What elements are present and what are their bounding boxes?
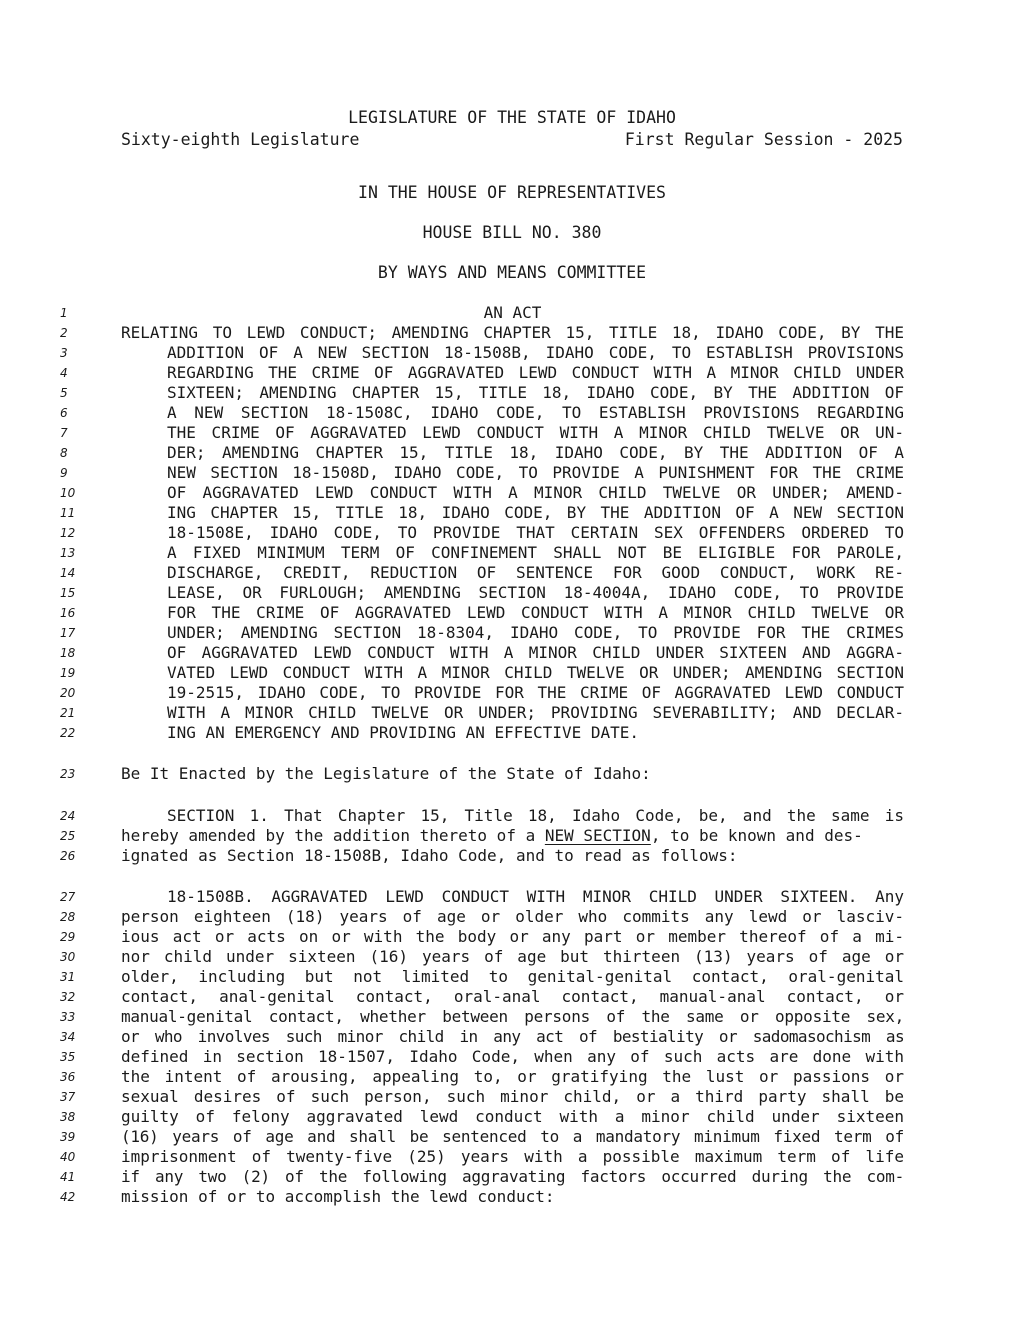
- line-number: 1: [60, 306, 68, 320]
- line-number: 29: [60, 930, 76, 944]
- numbered-line: [0, 623, 1024, 643]
- line-number: 7: [60, 426, 68, 440]
- numbered-line: [0, 603, 1024, 623]
- title-line: THE CRIME OF AGGRAVATED LEWD CONDUCT WITH A MINOR CHILD TWELVE OR UN-: [167, 423, 904, 442]
- numbered-line: [0, 583, 1024, 603]
- line-number: 19: [60, 666, 76, 680]
- line-number: 24: [60, 809, 76, 823]
- line-number: 20: [60, 686, 76, 700]
- line-number: 9: [60, 466, 68, 480]
- line-number: 23: [60, 767, 76, 781]
- section-text-line: if any two (2) of the following aggravating factors occurred during the com-: [121, 1167, 904, 1186]
- numbered-line: [0, 703, 1024, 723]
- numbered-line: [0, 683, 1024, 703]
- section-text-line: 18-1508B. AGGRAVATED LEWD CONDUCT WITH MINOR CHILD UNDER SIXTEEN. Any: [167, 887, 904, 906]
- title-line: OF AGGRAVATED LEWD CONDUCT WITH A MINOR CHILD UNDER SIXTEEN AND AGGRA-: [167, 643, 904, 662]
- line-number: 27: [60, 890, 76, 904]
- line-number: 21: [60, 706, 76, 720]
- line-number: 22: [60, 726, 76, 740]
- title-line: NEW SECTION 18-1508D, IDAHO CODE, TO PROVIDE A PUNISHMENT FOR THE CRIME: [167, 463, 904, 482]
- section-text-line: imprisonment of twenty-five (25) years with a possible maximum term of life: [121, 1147, 904, 1166]
- numbered-line: [0, 1007, 1024, 1027]
- numbered-line: [0, 1027, 1024, 1047]
- numbered-line: [0, 343, 1024, 363]
- session-label: First Regular Session - 2025: [624, 130, 903, 149]
- numbered-line: [0, 323, 1024, 343]
- section-text-line: (16) years of age and shall be sentenced to a mandatory minimum fixed term of: [121, 1127, 904, 1146]
- numbered-line: [0, 503, 1024, 523]
- title-line: ADDITION OF A NEW SECTION 18-1508B, IDAHO CODE, TO ESTABLISH PROVISIONS: [167, 343, 904, 362]
- line-number: 34: [60, 1030, 76, 1044]
- title-line: REGARDING THE CRIME OF AGGRAVATED LEWD CONDUCT WITH A MINOR CHILD UNDER: [167, 363, 904, 382]
- section-text-line: person eighteen (18) years of age or older who commits any lewd or lasciv-: [121, 907, 904, 926]
- section-text-line: manual-genital contact, whether between persons of the same or opposite sex,: [121, 1007, 904, 1026]
- title-line: ING AN EMERGENCY AND PROVIDING AN EFFECTIVE DATE.: [167, 723, 640, 742]
- line-number: 12: [60, 526, 76, 540]
- section-text-line: older, including but not limited to genital-genital contact, oral-genital: [121, 967, 904, 986]
- numbered-line: [0, 826, 1024, 846]
- section-text-line: contact, anal-genital contact, oral-anal contact, manual-anal contact, or: [121, 987, 904, 1006]
- title-line: 18-1508E, IDAHO CODE, TO PROVIDE THAT CERTAIN SEX OFFENDERS ORDERED TO: [167, 523, 904, 542]
- section-text-line: nor child under sixteen (16) years of age but thirteen (13) years of age or: [121, 947, 904, 966]
- numbered-line: [0, 967, 1024, 987]
- section1-text: ignated as Section 18-1508B, Idaho Code, and to read as follows:: [121, 846, 738, 865]
- title-line: A NEW SECTION 18-1508C, IDAHO CODE, TO ESTABLISH PROVISIONS REGARDING: [167, 403, 904, 422]
- numbered-line: [0, 1147, 1024, 1167]
- section1-text: SECTION 1. That Chapter 15, Title 18, Idaho Code, be, and the same is: [167, 806, 904, 825]
- numbered-line: [0, 927, 1024, 947]
- line-number: 38: [60, 1110, 76, 1124]
- numbered-line: [0, 887, 1024, 907]
- line-number: 39: [60, 1130, 76, 1144]
- line-number: 40: [60, 1150, 76, 1164]
- line-number: 30: [60, 950, 76, 964]
- numbered-line: [0, 1167, 1024, 1187]
- numbered-line: [0, 643, 1024, 663]
- act-title: AN ACT: [483, 303, 542, 322]
- numbered-line: [0, 443, 1024, 463]
- line-number: 15: [60, 586, 76, 600]
- line-number: 37: [60, 1090, 76, 1104]
- numbered-line: [0, 1067, 1024, 1087]
- section1-text: [121, 826, 904, 846]
- title-line: UNDER; AMENDING SECTION 18-8304, IDAHO CODE, TO PROVIDE FOR THE CRIMES: [167, 623, 904, 642]
- line-number: 18: [60, 646, 76, 660]
- chamber-heading: IN THE HOUSE OF REPRESENTATIVES: [358, 183, 666, 202]
- line-number: 33: [60, 1010, 76, 1024]
- numbered-line: [0, 806, 1024, 826]
- numbered-line: [0, 363, 1024, 383]
- section-text-line: defined in section 18-1507, Idaho Code, when any of such acts are done with: [121, 1047, 904, 1066]
- numbered-line: [0, 563, 1024, 583]
- title-line: ING CHAPTER 15, TITLE 18, IDAHO CODE, BY THE ADDITION OF A NEW SECTION: [167, 503, 904, 522]
- numbered-line: [0, 303, 1024, 323]
- line-number: 4: [60, 366, 68, 380]
- numbered-line: [0, 987, 1024, 1007]
- line-number: 14: [60, 566, 76, 580]
- line-number: 6: [60, 406, 68, 420]
- title-line: VATED LEWD CONDUCT WITH A MINOR CHILD TWELVE OR UNDER; AMENDING SECTION: [167, 663, 904, 682]
- bill-number: HOUSE BILL NO. 380: [422, 223, 602, 242]
- numbered-line: [0, 483, 1024, 503]
- title-line: OF AGGRAVATED LEWD CONDUCT WITH A MINOR CHILD TWELVE OR UNDER; AMEND-: [167, 483, 904, 502]
- enacting-clause: Be It Enacted by the Legislature of the State of Idaho:: [121, 764, 651, 783]
- line-number: 2: [60, 326, 68, 340]
- numbered-line: [0, 1187, 1024, 1207]
- numbered-line: [0, 723, 1024, 743]
- line-number: 41: [60, 1170, 76, 1184]
- line-number: 10: [60, 486, 76, 500]
- line-number: 31: [60, 970, 76, 984]
- title-line: RELATING TO LEWD CONDUCT; AMENDING CHAPTER 15, TITLE 18, IDAHO CODE, BY THE: [121, 323, 904, 342]
- numbered-line: [0, 1107, 1024, 1127]
- numbered-line: [0, 907, 1024, 927]
- numbered-line: [0, 543, 1024, 563]
- numbered-line: [0, 403, 1024, 423]
- legislature-number: Sixty-eighth Legislature: [121, 130, 360, 149]
- section-text-line: ious act or acts on or with the body or any part or member thereof of a mi-: [121, 927, 904, 946]
- numbered-line: [0, 764, 1024, 784]
- line-number: 17: [60, 626, 76, 640]
- title-line: WITH A MINOR CHILD TWELVE OR UNDER; PROVIDING SEVERABILITY; AND DECLAR-: [167, 703, 904, 722]
- line-number: 8: [60, 446, 68, 460]
- numbered-line: [0, 1127, 1024, 1147]
- numbered-line: [0, 1047, 1024, 1067]
- numbered-line: [0, 1087, 1024, 1107]
- line-number: 16: [60, 606, 76, 620]
- section-text-line: sexual desires of such person, such minor child, or a third party shall be: [121, 1087, 904, 1106]
- line-number: 13: [60, 546, 76, 560]
- title-line: SIXTEEN; AMENDING CHAPTER 15, TITLE 18, IDAHO CODE, BY THE ADDITION OF: [167, 383, 904, 402]
- numbered-line: [0, 463, 1024, 483]
- line-number: 25: [60, 829, 76, 843]
- sponsor-line: BY WAYS AND MEANS COMMITTEE: [377, 263, 647, 282]
- section-text-line: the intent of arousing, appealing to, or gratifying the lust or passions or: [121, 1067, 904, 1086]
- line-number: 28: [60, 910, 76, 924]
- line-number: 35: [60, 1050, 76, 1064]
- numbered-line: [0, 383, 1024, 403]
- title-line: A FIXED MINIMUM TERM OF CONFINEMENT SHALL NOT BE ELIGIBLE FOR PAROLE,: [167, 543, 904, 562]
- line-number: 11: [60, 506, 76, 520]
- line-number: 26: [60, 849, 76, 863]
- legislature-title: LEGISLATURE OF THE STATE OF IDAHO: [348, 108, 676, 127]
- numbered-line: [0, 846, 1024, 866]
- section1-text-part: , to be known and des-: [650, 826, 863, 845]
- section-text-line: mission of or to accomplish the lewd conduct:: [121, 1187, 555, 1206]
- numbered-line: [0, 523, 1024, 543]
- numbered-line: [0, 423, 1024, 443]
- numbered-line: [0, 663, 1024, 683]
- title-line: LEASE, OR FURLOUGH; AMENDING SECTION 18-4004A, IDAHO CODE, TO PROVIDE: [167, 583, 904, 602]
- line-number: 36: [60, 1070, 76, 1084]
- section1-text-part: hereby amended by the addition thereto of a: [121, 826, 545, 845]
- line-number: 32: [60, 990, 76, 1004]
- section-text-line: or who involves such minor child in any act of bestiality or sadomasochism as: [121, 1027, 904, 1046]
- line-number: 5: [60, 386, 68, 400]
- section-text-line: guilty of felony aggravated lewd conduct with a minor child under sixteen: [121, 1107, 904, 1126]
- numbered-line: [0, 947, 1024, 967]
- title-line: DER; AMENDING CHAPTER 15, TITLE 18, IDAHO CODE, BY THE ADDITION OF A: [167, 443, 904, 462]
- new-section-underlined: NEW SECTION: [544, 826, 651, 845]
- title-line: FOR THE CRIME OF AGGRAVATED LEWD CONDUCT WITH A MINOR CHILD TWELVE OR: [167, 603, 904, 622]
- line-number: 3: [60, 346, 68, 360]
- line-number: 42: [60, 1190, 76, 1204]
- title-line: DISCHARGE, CREDIT, REDUCTION OF SENTENCE FOR GOOD CONDUCT, WORK RE-: [167, 563, 904, 582]
- title-line: 19-2515, IDAHO CODE, TO PROVIDE FOR THE CRIME OF AGGRAVATED LEWD CONDUCT: [167, 683, 904, 702]
